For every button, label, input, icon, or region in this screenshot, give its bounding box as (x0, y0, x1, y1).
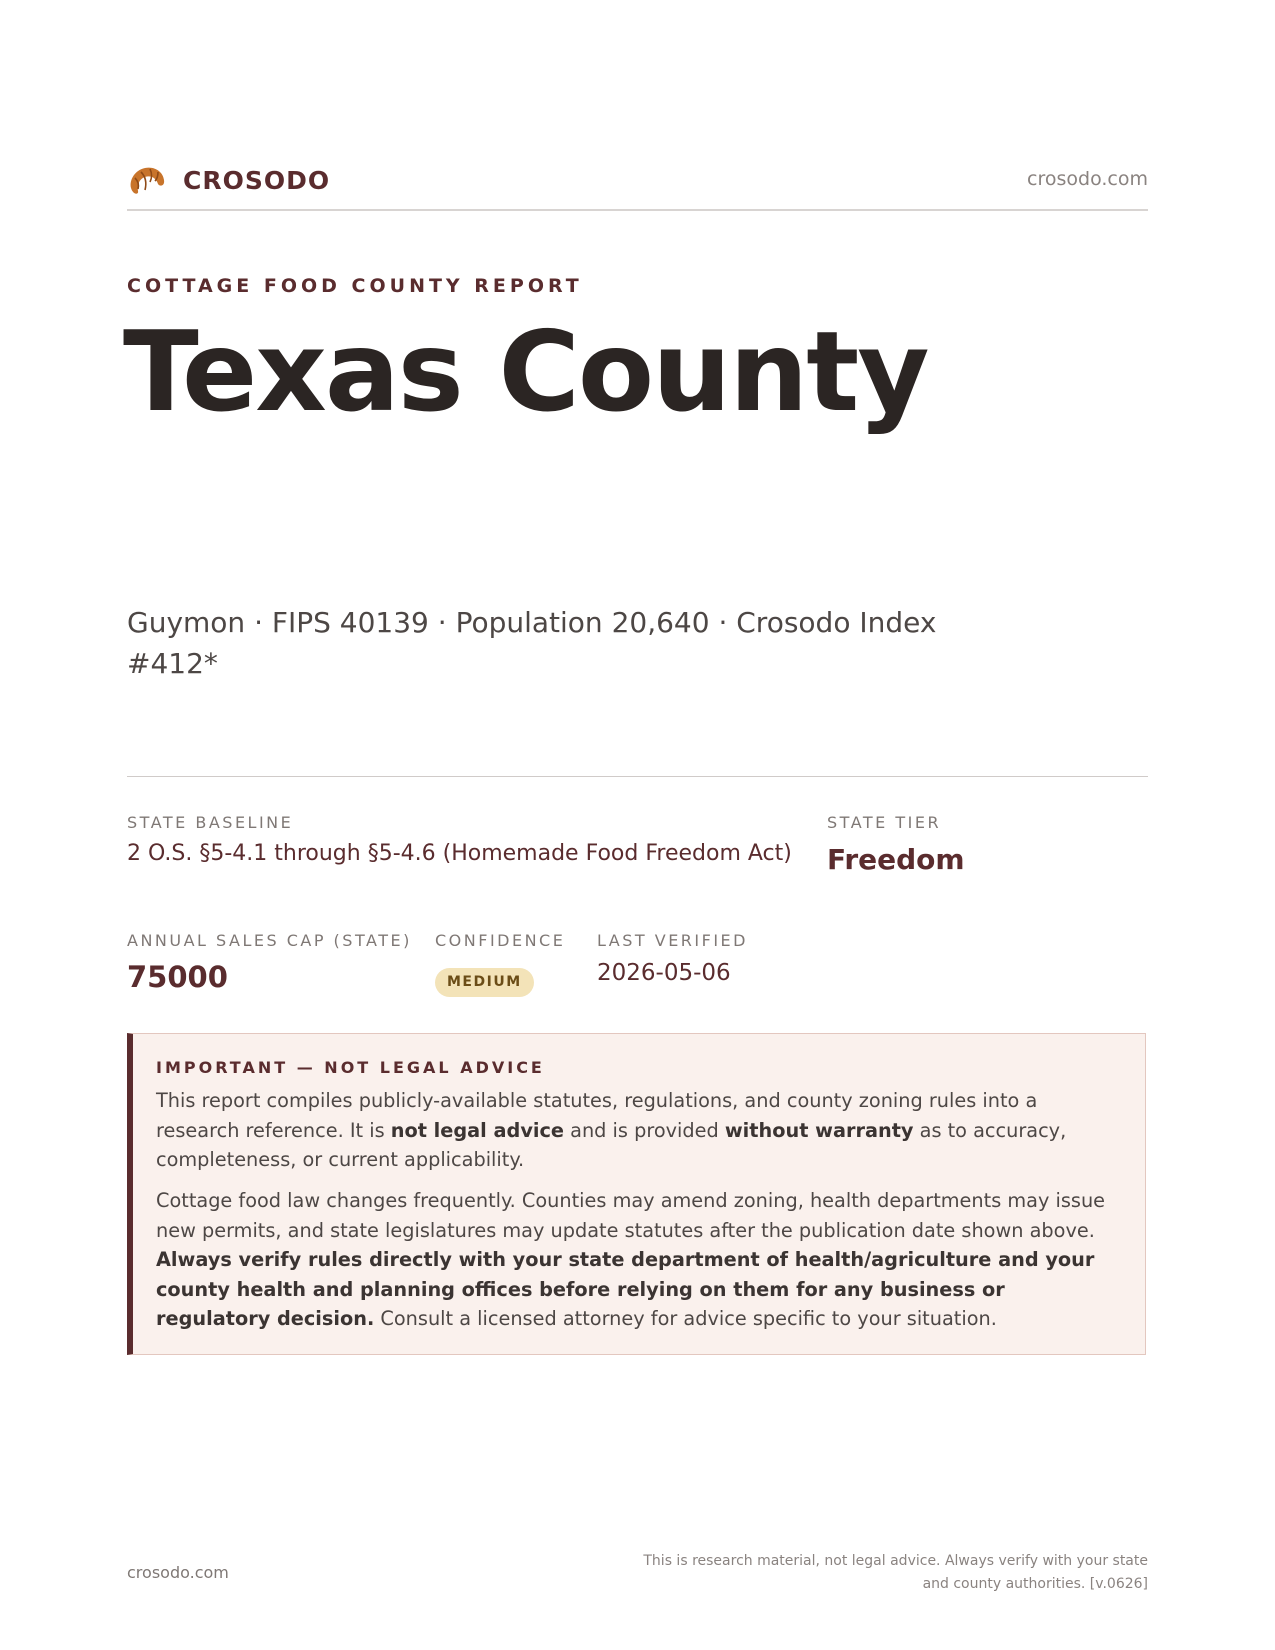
confidence-label: CONFIDENCE (435, 931, 566, 950)
notice-text: Cottage food law changes frequently. Counties may amend zoning, health departments may issue new permits, and state legislatures may update statutes after the publication date shown above. (156, 1189, 1106, 1242)
notice-emphasis: not legal advice (390, 1118, 565, 1142)
state-baseline-value: 2 O.S. §5-4.1 through §5-4.6 (Homemade Food Freedom Act) (127, 841, 792, 866)
notice-title: IMPORTANT — NOT LEGAL ADVICE (156, 1058, 545, 1077)
footer-disclaimer-line: This is research material, not legal advice. Always verify with your state (643, 1553, 1148, 1569)
page-title: Texas County (123, 308, 928, 437)
last-verified-label: LAST VERIFIED (597, 931, 748, 950)
notice-emphasis: without warranty (724, 1118, 914, 1142)
county-subtitle: Guymon · FIPS 40139 · Population 20,640 · Crosodo Index #412* (127, 606, 937, 680)
notice-paragraph-2 (156, 1186, 1121, 1334)
footer-disclaimer (628, 1550, 1148, 1596)
notice-text: as to accuracy, completeness, or current applicability. (156, 1118, 1067, 1171)
state-tier-value: Freedom (827, 843, 965, 876)
report-body (123, 0, 1148, 1650)
brand-name: CROSODO (183, 165, 331, 195)
last-verified-value: 2026-05-06 (597, 960, 731, 986)
notice-emphasis: Always verify rules directly with your state department of health/agriculture and your county health and planning offices before relying on them for any business or regulatory decision. (156, 1248, 1095, 1330)
header-divider (127, 209, 1148, 211)
notice-text: and is provided (564, 1118, 725, 1142)
notice-paragraph-1 (156, 1086, 1121, 1175)
footer-site-url[interactable]: crosodo.com (127, 1563, 229, 1582)
state-baseline-label: STATE BASELINE (127, 813, 294, 832)
report-eyebrow: COTTAGE FOOD COUNTY REPORT (127, 275, 583, 297)
sales-cap-value: 75000 (127, 960, 228, 994)
notice-text: Consult a licensed attorney for advice specific to your situation. (374, 1307, 997, 1330)
state-tier-label: STATE TIER (827, 813, 942, 832)
site-url[interactable]: crosodo.com (1027, 168, 1148, 190)
legal-notice (127, 1033, 1146, 1355)
confidence-badge: MEDIUM (435, 968, 534, 997)
footer-disclaimer-line: and county authorities. [v.0626] (922, 1576, 1148, 1592)
notice-text: This report compiles publicly-available statutes, regulations, and county zoning rules into a research reference. It is (156, 1089, 1038, 1142)
sales-cap-label: ANNUAL SALES CAP (STATE) (127, 931, 412, 950)
section-divider (127, 776, 1148, 777)
